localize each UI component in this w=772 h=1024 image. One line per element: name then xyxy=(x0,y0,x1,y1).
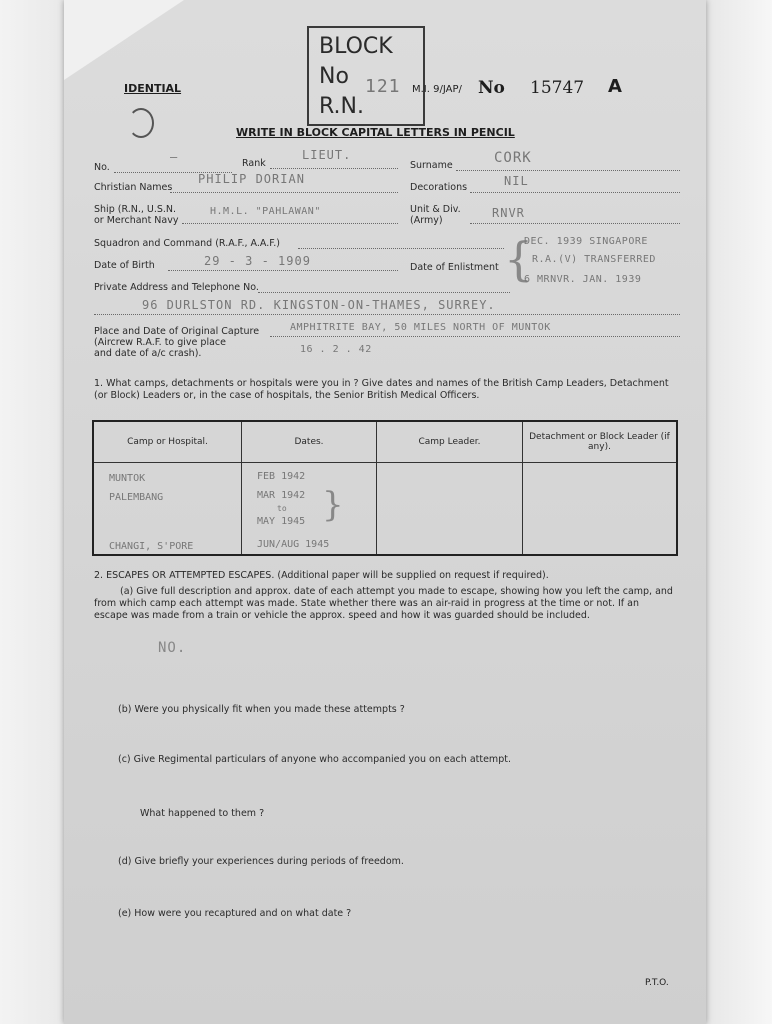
folded-corner xyxy=(64,0,184,80)
enlistment-brace: { xyxy=(504,232,534,286)
form-reference: M.I. 9/JAP/ xyxy=(412,84,462,95)
date-jun-aug-1945: JUN/AUG 1945 xyxy=(257,539,330,550)
block-stamp xyxy=(307,26,425,126)
date-mar-1942: MAR 1942 xyxy=(257,490,306,501)
surname-label: Surname xyxy=(410,160,453,171)
capture-label-3: and date of a/c crash). xyxy=(94,348,202,359)
capture-place-value: AMPHITRITE BAY, 50 MILES NORTH OF MUNTOK xyxy=(290,322,551,333)
surname-value: CORK xyxy=(494,150,532,166)
question-2-title: 2. ESCAPES OR ATTEMPTED ESCAPES. (Additional paper will be supplied on request if required). xyxy=(94,570,549,581)
enlistment-value-3: 6 MRNVR. JAN. 1939 xyxy=(524,274,642,285)
header-detachment-leader: Detachment or Block Leader (if any). xyxy=(523,421,678,463)
question-2a-line-1: (a) Give full description and approx. date of each attempt you made to escape, showing how you left the camp, and xyxy=(120,586,673,597)
camps-table xyxy=(92,420,678,556)
serial-number: 15747 xyxy=(530,78,585,98)
camp-muntok: MUNTOK xyxy=(109,473,146,484)
enlistment-value-1: DEC. 1939 SINGAPORE xyxy=(524,236,648,247)
background-right xyxy=(702,0,772,1024)
rank-label: Rank xyxy=(242,158,266,169)
camp-changi: CHANGI, S'PORE xyxy=(109,541,194,552)
ship-label-1: Ship (R.N., U.S.N. xyxy=(94,204,177,215)
question-1-line-2: (or Block) Leaders or, in the case of hospitals, the Senior British Medical Officers. xyxy=(94,390,480,401)
address-value: 96 DURLSTON RD. KINGSTON-ON-THAMES, SURREY. xyxy=(142,298,496,312)
camp-leader-cell xyxy=(377,463,523,556)
header-camp-leader: Camp Leader. xyxy=(377,421,523,463)
enlistment-value-2: R.A.(V) TRANSFERRED xyxy=(532,254,656,265)
christian-names-value: PHILIP DORIAN xyxy=(198,172,305,186)
stamp-block-text: BLOCK xyxy=(319,34,393,59)
dates-cell xyxy=(242,463,377,556)
question-1-line-1: 1. What camps, detachments or hospitals were you in ? Give dates and names of the British Camp Leaders, Detachment xyxy=(94,378,669,389)
date-feb-1942: FEB 1942 xyxy=(257,471,306,482)
date-may-1945: MAY 1945 xyxy=(257,516,306,527)
page-turn-note: P.T.O. xyxy=(645,978,669,988)
no-field-value: — xyxy=(170,150,179,164)
instruction-heading: WRITE IN BLOCK CAPITAL LETTERS IN PENCIL xyxy=(236,126,515,139)
capture-label-1: Place and Date of Original Capture xyxy=(94,326,260,337)
decorations-label: Decorations xyxy=(410,182,468,193)
no-field-label: No. xyxy=(94,162,110,173)
question-2a-answer: NO. xyxy=(158,640,187,656)
decorations-value: NIL xyxy=(504,174,529,188)
header-camp: Camp or Hospital. xyxy=(93,421,242,463)
dates-brace: } xyxy=(322,485,344,525)
dob-value: 29 - 3 - 1909 xyxy=(204,254,311,268)
stamp-no-text: No xyxy=(319,64,349,89)
date-to: to xyxy=(277,504,287,513)
camp-cell xyxy=(93,463,242,556)
unit-value: RNVR xyxy=(492,206,525,220)
question-2a-line-3: escape was made from a train or vehicle the approx. speed and how it was guarded should be included. xyxy=(94,610,590,621)
classification-label: IDENTIAL xyxy=(124,82,182,95)
binder-hole xyxy=(128,108,154,138)
question-2c-sub: What happened to them ? xyxy=(140,808,265,819)
background-left xyxy=(0,0,64,1024)
unit-label-2: (Army) xyxy=(410,215,443,226)
question-2a-line-2: from which camp each attempt was made. State whether there was an air-raid in progress at the time or not. If an xyxy=(94,598,640,609)
capture-label-2: (Aircrew R.A.F. to give place xyxy=(94,337,226,348)
address-label: Private Address and Telephone No. xyxy=(94,282,259,293)
rank-value: LIEUT. xyxy=(302,148,352,162)
question-2c: (c) Give Regimental particulars of anyone who accompanied you on each attempt. xyxy=(118,754,511,765)
serial-suffix: A xyxy=(608,76,622,97)
ship-label-2: or Merchant Navy xyxy=(94,215,179,226)
ship-value: H.M.L. "PAHLAWAN" xyxy=(210,206,321,217)
unit-label-1: Unit & Div. xyxy=(410,204,461,215)
capture-date-value: 16 . 2 . 42 xyxy=(300,344,372,355)
header-dates: Dates. xyxy=(242,421,377,463)
christian-names-label: Christian Names xyxy=(94,182,173,193)
stamp-rn-text: R.N. xyxy=(319,94,364,119)
question-2e: (e) How were you recaptured and on what date ? xyxy=(118,908,352,919)
squadron-label: Squadron and Command (R.A.F., A.A.F.) xyxy=(94,238,280,249)
camp-palembang: PALEMBANG xyxy=(109,492,164,503)
enlistment-label: Date of Enlistment xyxy=(410,262,499,273)
question-2b: (b) Were you physically fit when you made these attempts ? xyxy=(118,704,405,715)
no-label: No xyxy=(478,78,505,98)
dob-label: Date of Birth xyxy=(94,260,155,271)
question-2d: (d) Give briefly your experiences during periods of freedom. xyxy=(118,856,404,867)
detachment-leader-cell xyxy=(523,463,678,556)
stamp-number: 121 xyxy=(365,76,401,97)
